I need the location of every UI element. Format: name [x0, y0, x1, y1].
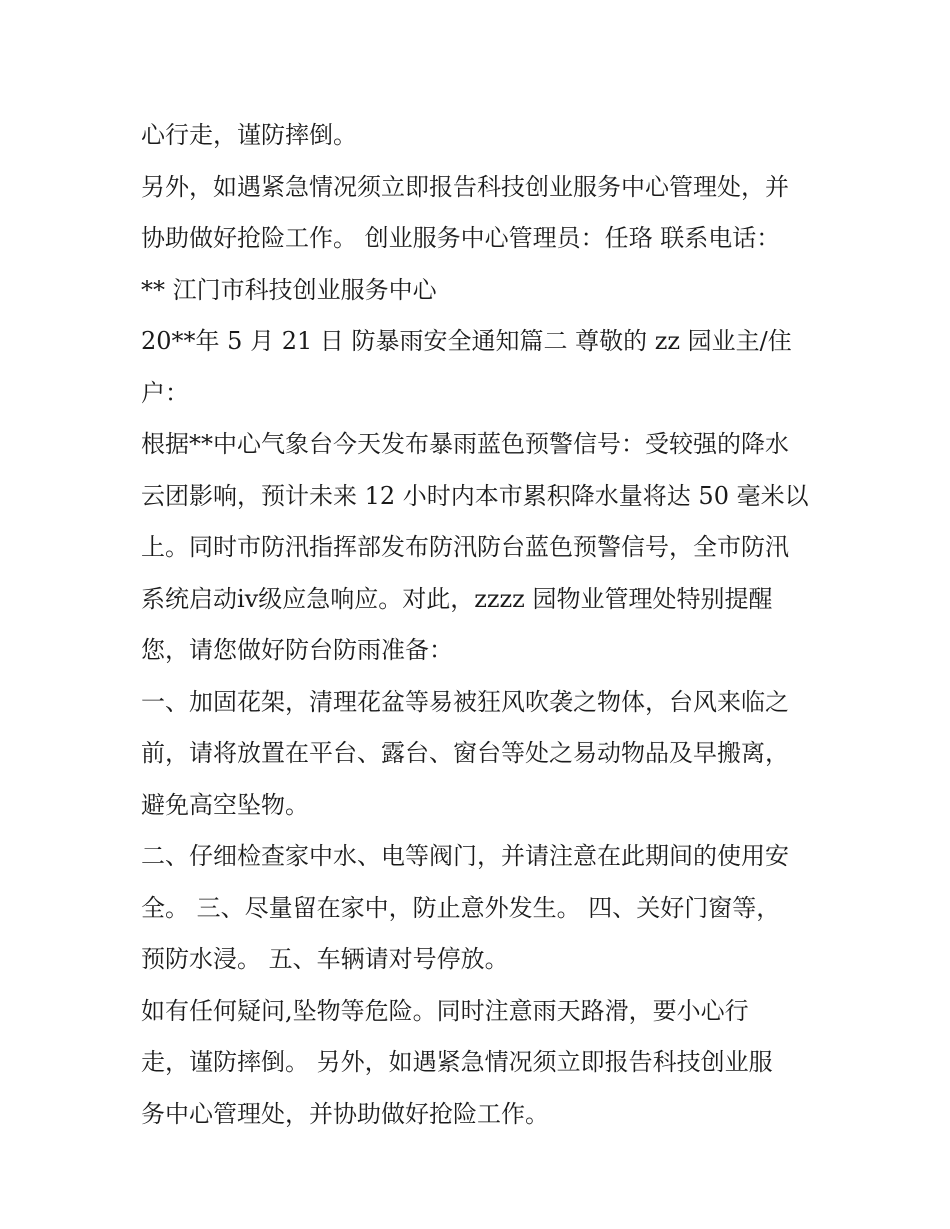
document-body	[141, 110, 821, 1140]
text-line: 上。同时市防汛指挥部发布防汛防台蓝色预警信号，全市防汛	[141, 533, 789, 561]
text-line: 一、加固花架，清理花盆等易被狂风吹袭之物体，台风来临之	[141, 687, 789, 716]
text-line: 系统启动ⅳ级应急响应。对此，zzzz 园物业管理处特别提醒	[141, 584, 773, 613]
text-line: 预防水浸。 五、车辆请对号停放。	[141, 945, 509, 973]
text-line: 务中心管理处，并协助做好抢险工作。	[141, 1099, 549, 1128]
text-line: 20**年 5 月 21 日 防暴雨安全通知篇二 尊敬的 zz 园业主/住	[141, 327, 792, 355]
text-line: 走，谨防摔倒。 另外，如遇紧急情况须立即报告科技创业服	[141, 1048, 773, 1076]
text-line: 户：	[141, 378, 189, 407]
text-line: 另外，如遇紧急情况须立即报告科技创业服务中心管理处，并	[141, 172, 789, 201]
text-line: 心行走，谨防摔倒。	[141, 121, 357, 149]
text-line: 根据**中心气象台今天发布暴雨蓝色预警信号：受较强的降水	[141, 430, 789, 458]
text-line: 避免高空坠物。	[141, 790, 309, 819]
text-line: 全。 三、尽量留在家中，防止意外发生。 四、关好门窗等，	[141, 893, 781, 922]
text-line: 前，请将放置在平台、露台、窗台等处之易动物品及早搬离，	[141, 739, 789, 767]
text-line: 二、仔细检查家中水、电等阀门，并请注意在此期间的使用安	[141, 842, 789, 870]
text-line: 如有任何疑问,坠物等危险。同时注意雨天路滑，要小心行	[141, 996, 749, 1025]
text-line: ** 江门市科技创业服务中心	[141, 275, 437, 304]
text-line: 您，请您做好防台防雨准备：	[141, 636, 453, 664]
text-line: 云团影响，预计未来 12 小时内本市累积降水量将达 50 毫米以	[141, 481, 809, 510]
text-line: 协助做好抢险工作。 创业服务中心管理员：任珞 联系电话：	[141, 224, 781, 252]
